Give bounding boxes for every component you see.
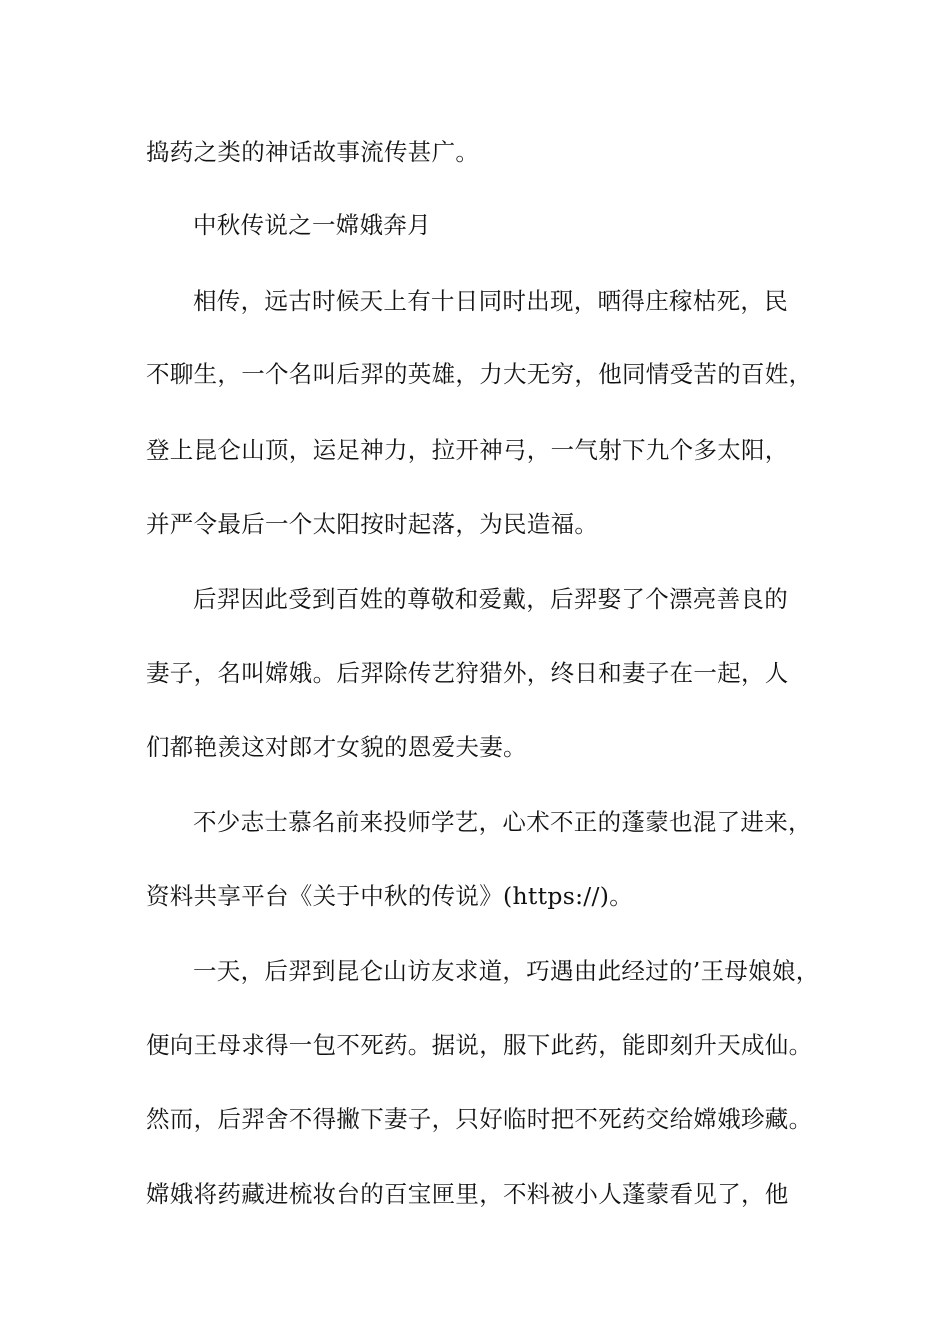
text-line-9: 们都艳羡这对郎才女貌的恩爱夫妻。 xyxy=(146,733,527,761)
text-line-10: 不少志士慕名前来投师学艺，心术不正的蓬蒙也混了进来， xyxy=(193,808,812,836)
text-line-15: 嫦娥将药藏进梳妆台的百宝匣里，不料被小人蓬蒙看见了，他 xyxy=(146,1180,789,1208)
text-line-14: 然而，后羿舍不得撇下妻子，只好临时把不死药交给嫦娥珍藏。 xyxy=(146,1105,813,1133)
section-heading: 中秋传说之一嫦娥奔月 xyxy=(193,211,431,239)
text-line-1: 捣药之类的神话故事流传甚广。 xyxy=(146,138,480,166)
text-line-6: 并严令最后一个太阳按时起落，为民造福。 xyxy=(146,510,599,538)
text-line-8: 妻子，名叫嫦娥。后羿除传艺狩猎外，终日和妻子在一起，人 xyxy=(146,659,789,687)
text-line-13: 便向王母求得一包不死药。据说，服下此药，能即刻升天成仙。 xyxy=(146,1031,813,1059)
text-line-12: 一天，后羿到昆仑山访友求道，巧遇由此经过的’王母娘娘， xyxy=(193,957,820,985)
text-line-4: 不聊生，一个名叫后羿的英雄，力大无穷，他同情受苦的百姓， xyxy=(146,360,813,388)
text-line-11: 资料共享平台《关于中秋的传说》(https://)。 xyxy=(146,882,634,910)
text-line-3: 相传，远古时候天上有十日同时出现，晒得庄稼枯死，民 xyxy=(193,287,788,315)
text-line-5: 登上昆仑山顶，运足神力，拉开神弓，一气射下九个多太阳， xyxy=(146,436,789,464)
text-line-7: 后羿因此受到百姓的尊敬和爱戴，后羿娶了个漂亮善良的 xyxy=(193,585,788,613)
